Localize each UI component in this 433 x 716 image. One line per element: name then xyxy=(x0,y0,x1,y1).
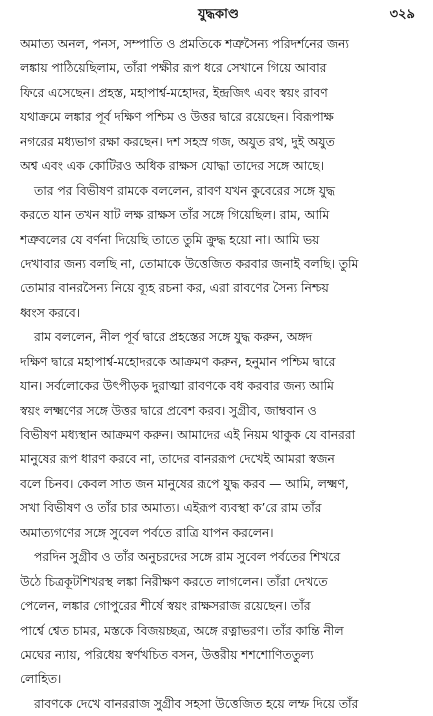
text-line: বলে চিনব। কেবল সাত জন মানুষের রূপে যুদ্ধ করব — আমি, লক্ষ্মণ, xyxy=(20,475,349,491)
text-line: ধ্বংস করবে। xyxy=(20,304,80,320)
text-line: তার পর বিভীষণ রামকে বললেন, রাবণ যখন কুবেরের সঙ্গে যুদ্ধ xyxy=(34,182,335,198)
text-line: রাবণকে দেখে বানররাজ সুগ্রীব সহসা উত্তেজিত হয়ে লম্ফ দিয়ে তাঁর xyxy=(34,695,359,711)
text-line: সখা বিভীষণ ও তাঁর চার অমাত্য। এইরূপ ব্যবস্থা ক’রে রাম তাঁর xyxy=(20,500,322,516)
text-line: যান। সর্বলোকের উৎপীড়ক দুরাত্মা রাবণকে বধ করবার জন্য আমি xyxy=(20,378,334,394)
text-line: নগরের মধ্যভাগ রক্ষা করছেন। দশ সহস্র গজ, অযুত রথ, দুই অযুত xyxy=(20,133,335,149)
text-line: উঠে চিত্রকূটশিখরস্থ লঙ্কা নিরীক্ষণ করতে লাগলেন। তাঁরা দেখতে xyxy=(20,573,328,589)
page-text-body xyxy=(20,32,417,716)
text-line: বিভীষণ মধ্যস্থান আক্রমণ করুন। আমাদের এই নিয়ম থাকুক যে বানররা xyxy=(20,427,356,442)
paragraph-3 xyxy=(20,325,417,545)
text-line: লঙ্কায় পাঠিয়েছিলাম, তাঁরা পক্ষীর রূপ ধরে সেখানে গিয়ে আবার xyxy=(20,60,327,76)
paragraph-4 xyxy=(20,545,417,692)
text-line: করতে যান তখন ষাট লক্ষ রাক্ষস তাঁর সঙ্গে গিয়েছিল। রাম, আমি xyxy=(20,207,330,223)
paragraph-5 xyxy=(20,692,417,716)
text-line: অমাত্যগণের সঙ্গে সুবেল পর্বতে রাত্রি যাপন করলেন। xyxy=(20,524,274,540)
chapter-title: যুদ্ধকাণ্ড xyxy=(198,7,239,22)
text-line: স্বয়ং লক্ষ্মণের সঙ্গে উত্তর দ্বারে প্রবেশ করব। সুগ্রীব, জাম্ববান ও xyxy=(20,402,317,418)
text-line: শত্রুবলের যে বর্ণনা দিয়েছি তাতে তুমি ক্রুদ্ধ হয়ো না। আমি ভয় xyxy=(20,231,320,247)
text-line: অমাত্য অনল, পনস, সম্পাতি ও প্রমতিকে শত্রুসৈন্য পরিদর্শনের জন্য xyxy=(20,36,349,51)
paragraph-1 xyxy=(20,32,417,179)
page-number: ৩২৯ xyxy=(389,7,415,22)
text-line: পরদিন সুগ্রীব ও তাঁর অনুচরদের সঙ্গে রাম সুবেল পর্বতের শিখরে xyxy=(34,549,341,565)
text-line: দেখাবার জন্য বলছি না, তোমাকে উত্তেজিত করবার জনাই বলছি। তুমি xyxy=(20,255,359,271)
page-header xyxy=(20,4,417,26)
text-line: লোহিত। xyxy=(20,671,62,687)
text-line: ফিরে এসেছেন। প্রহস্ত, মহাপার্শ্ব-মহোদর, ইন্দ্রজিৎ এবং স্বয়ং রাবণ xyxy=(20,84,328,100)
text-line: রাম বললেন, নীল পূর্ব দ্বারে প্রহস্তের সঙ্গে যুদ্ধ করুন, অঙ্গদ xyxy=(34,329,312,345)
text-line: মানুষের রূপ ধারণ করবে না, তাদের বানররূপ দেখেই আমরা স্বজন xyxy=(20,451,335,467)
text-line: মেঘের ন্যায়, পরিধেয় স্বর্ণখচিত বসন, উত্তরীয় শশশোণিততুল্য xyxy=(20,646,314,662)
paragraph-2 xyxy=(20,179,417,326)
text-line: অশ্ব এবং এক কোটিরও অধিক রাক্ষস যোদ্ধা তাদের সঙ্গে আছে। xyxy=(20,158,324,174)
text-line: পেলেন, লঙ্কার গোপুরের শীর্ষে স্বয়ং রাক্ষসরাজ রয়েছেন। তাঁর xyxy=(20,598,311,614)
text-line: পার্শ্বে শ্বেত চামর, মস্তকে বিজয়চ্ছত্র, অঙ্গে রত্নাভরণ। তাঁর কান্তি নীল xyxy=(20,622,344,638)
text-line: তোমার বানরসৈন্য নিয়ে ব্যূহ রচনা কর, এরা রাবণের সৈন্য নিশ্চয় xyxy=(20,280,329,296)
text-line: যথাক্রমে লঙ্কার পূর্ব দক্ষিণ পশ্চিম ও উত্তর দ্বারে রয়েছেন। বিরূপাক্ষ xyxy=(20,109,334,125)
text-line: দক্ষিণ দ্বারে মহাপার্শ্ব-মহোদরকে আক্রমণ করুন, হনুমান পশ্চিম দ্বারে xyxy=(20,353,336,369)
